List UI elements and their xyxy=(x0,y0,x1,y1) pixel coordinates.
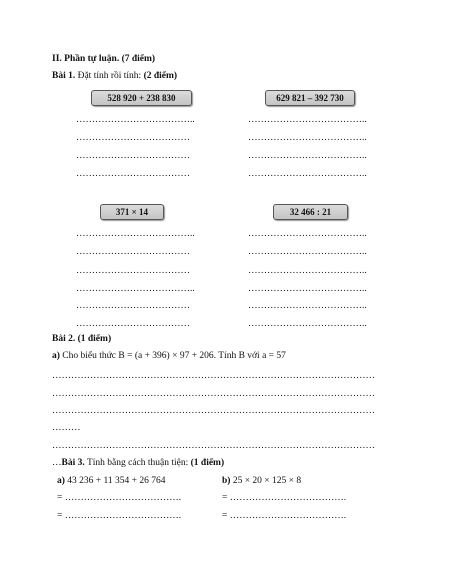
bai1-points: (2 điểm) xyxy=(143,71,178,81)
answer-line: ……………………………….. xyxy=(248,115,367,125)
answer-line: ……………………………… xyxy=(76,169,190,179)
problem-box-3: 371 × 14 xyxy=(100,204,164,220)
bai3-part-b xyxy=(222,477,301,487)
answer-line: ……………………………… xyxy=(76,266,190,276)
answer-line: ……………………………….. xyxy=(248,169,367,179)
problem-box-2: 629 821 – 392 730 xyxy=(265,90,355,106)
bai2-part-a xyxy=(52,352,286,362)
answer-line: = ………………………………. xyxy=(57,493,182,503)
answer-line: ………………………………………………………………………………………… xyxy=(52,390,375,399)
bai1-label: Bài 1. xyxy=(52,71,76,81)
problem-box-4: 32 466 : 21 xyxy=(273,204,348,220)
bai2-heading: Bài 2. (1 điểm) xyxy=(52,334,112,344)
answer-line: ……………………………… xyxy=(76,319,190,329)
bai3-b-expr: 25 × 20 × 125 × 8 xyxy=(230,476,302,486)
answer-line-short: ……… xyxy=(52,423,81,433)
bai3-heading xyxy=(52,459,224,469)
answer-line: ……………………………….. xyxy=(76,115,195,125)
answer-line: ……………………………….. xyxy=(248,284,367,294)
answer-line: ……………………………… xyxy=(76,301,190,311)
answer-line: ……………………………….. xyxy=(248,301,367,311)
bai3-text: Tính bằng cách thuận tiện: xyxy=(84,458,191,468)
bai3-a-label: a) xyxy=(57,476,65,486)
section-title: II. Phần tự luận. (7 điểm) xyxy=(52,54,156,64)
bai3-part-a xyxy=(57,477,166,487)
answer-line: ……………………………… xyxy=(76,151,190,161)
answer-line: ……………………………… xyxy=(76,133,190,143)
answer-line: ……………………………….. xyxy=(248,229,367,239)
answer-line: ……………………………….. xyxy=(76,229,195,239)
answer-line: ………………………………………………………………………………………… xyxy=(52,442,375,451)
answer-line: ……………………………….. xyxy=(248,151,367,161)
answer-line: ………………………………………………………………………………………… xyxy=(52,372,375,381)
bai1-heading xyxy=(52,72,177,82)
answer-line: ……………………………….. xyxy=(248,247,367,257)
answer-line: ……………………………….. xyxy=(248,319,367,329)
answer-line: = ………………………………. xyxy=(57,511,182,521)
bai3-label: Bài 3. xyxy=(61,458,85,468)
answer-line: = ………………………………. xyxy=(222,511,347,521)
answer-line: ……………………………….. xyxy=(76,284,195,294)
answer-line: ……………………………….. xyxy=(248,266,367,276)
bai3-a-expr: 43 236 + 11 354 + 26 764 xyxy=(64,476,166,486)
bai3-points: (1 điểm) xyxy=(190,458,225,468)
bai2-part-a-text: Cho biểu thức B = (a + 396) × 97 + 206. Tính B với a = 57 xyxy=(59,351,286,361)
bai1-text: Đặt tính rồi tính: xyxy=(75,71,144,81)
answer-line: = ………………………………. xyxy=(222,493,347,503)
answer-line: ………………………………………………………………………………………… xyxy=(52,407,375,416)
bai2-part-a-label: a) xyxy=(52,351,60,361)
answer-line: ……………………………….. xyxy=(248,133,367,143)
bai3-prefix: … xyxy=(52,458,62,468)
problem-box-1: 528 920 + 238 830 xyxy=(91,90,192,106)
bai3-b-label: b) xyxy=(222,476,231,486)
answer-line: ……………………………… xyxy=(76,247,190,257)
